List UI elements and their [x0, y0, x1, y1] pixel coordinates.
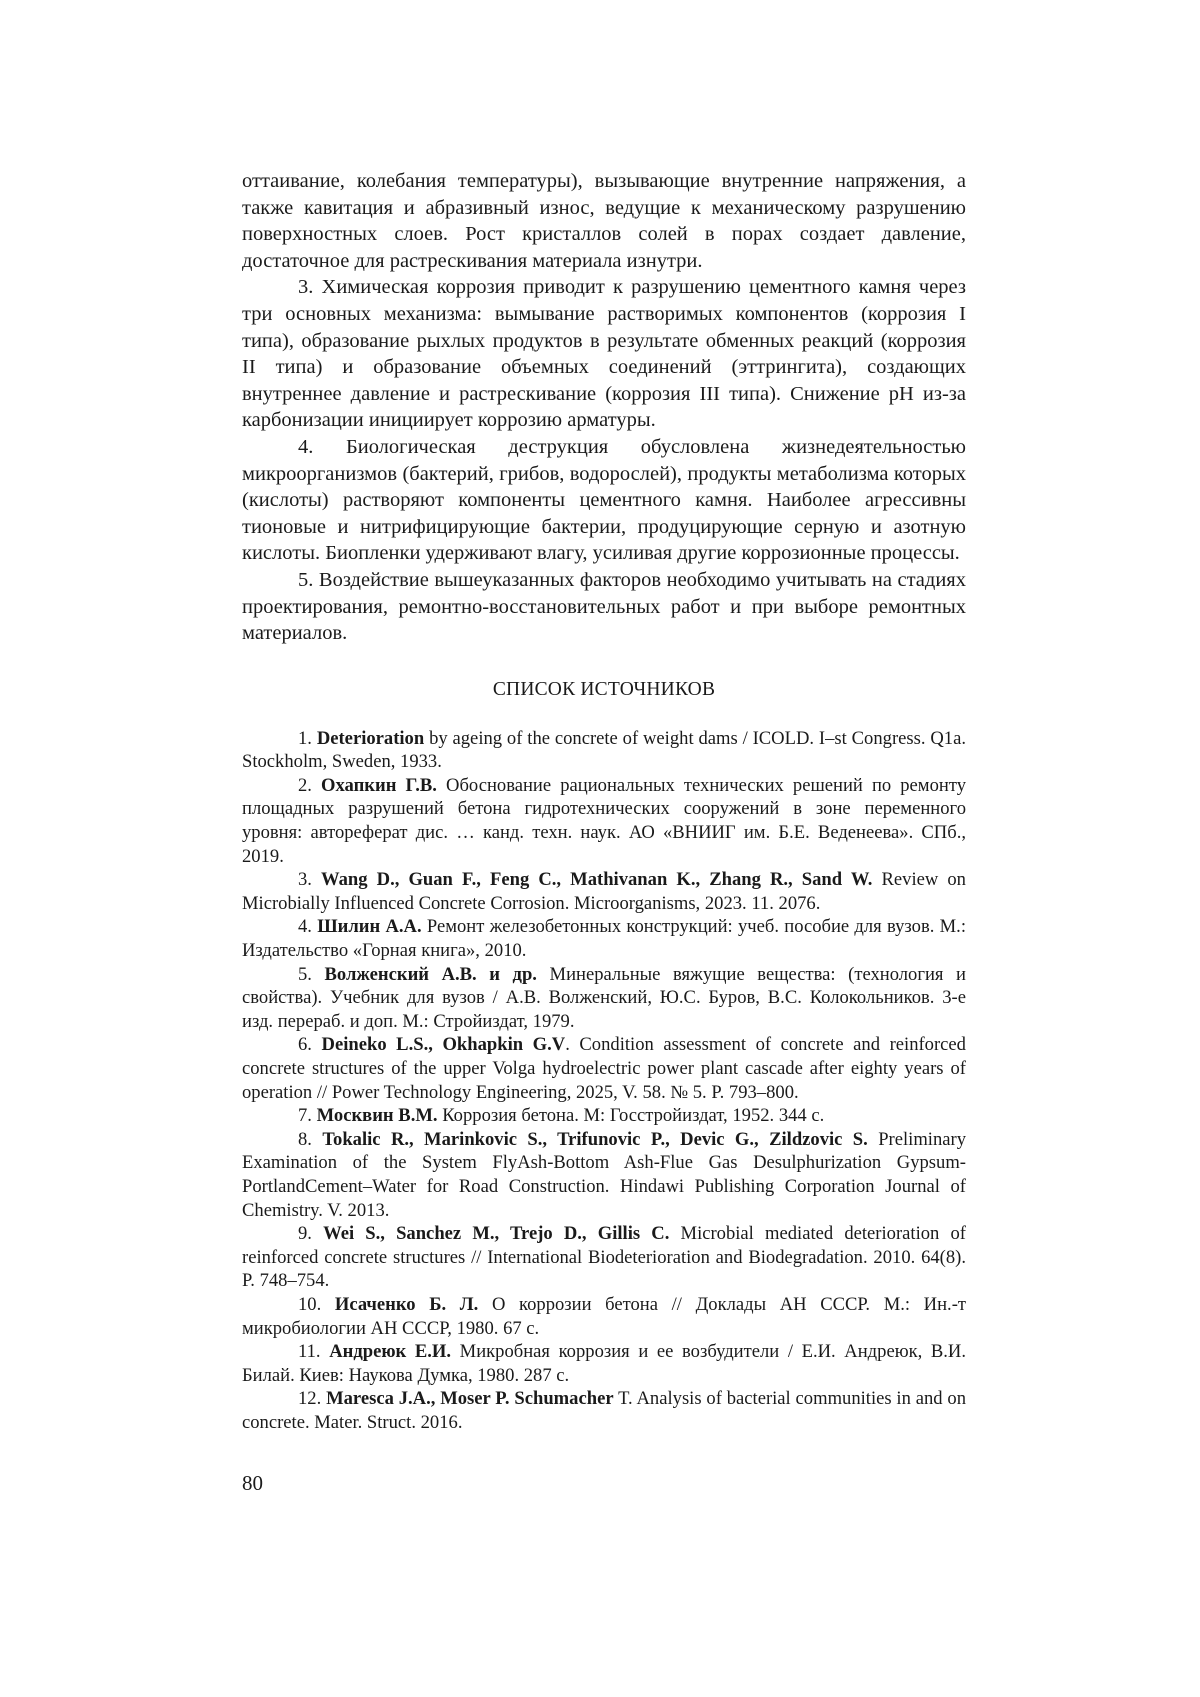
reference-authors: Охапкин Г.В.	[321, 774, 437, 796]
reference-item	[242, 1033, 966, 1104]
page-number: 80	[242, 1471, 263, 1495]
reference-item	[242, 774, 966, 868]
reference-details: Ремонт железобетонных конструкций: учеб. пособие для вузов. М.: Издательство «Горная книга», 2010.	[242, 916, 966, 962]
reference-number: 9.	[298, 1223, 312, 1245]
reference-item	[242, 1387, 966, 1434]
reference-item	[242, 1104, 966, 1128]
reference-number: 1.	[298, 727, 312, 749]
references-heading: СПИСОК ИСТОЧНИКОВ	[492, 678, 716, 700]
reference-item	[242, 915, 966, 962]
reference-details: Microbial mediated deterioration of reinforced concrete structures // International Biodeterioration and Biodegradation. 2010. 64(8). P. 748–754.	[242, 1223, 966, 1292]
reference-item	[242, 1128, 966, 1222]
reference-authors: Wang D., Guan F., Feng C., Mathivanan K., Zhang R., Sand W.	[321, 869, 873, 891]
reference-number: 11.	[298, 1341, 321, 1363]
body-text	[242, 168, 966, 647]
reference-details: Review on Microbially Influenced Concrete Corrosion. Microorganisms, 2023. 11. 2076.	[242, 869, 966, 914]
reference-authors: Deineko L.S., Okhapkin G.V	[321, 1034, 566, 1056]
reference-details: Микробная коррозия и ее возбудители / Е.И. Андреюк, В.И. Билай. Киев: Наукова Думка, 1980. 287 с.	[242, 1341, 967, 1386]
reference-authors: Deterioration	[316, 727, 425, 749]
reference-number: 4.	[298, 916, 312, 938]
reference-item	[242, 1222, 966, 1293]
reference-number: 5.	[298, 963, 312, 985]
reference-details: T. Analysis of bacterial communities in and on concrete. Mater. Struct. 2016.	[242, 1388, 966, 1433]
paragraph: 4. Биологическая деструкция обусловлена жизнедеятельностью микроорганизмов (бактерий, грибов, водорослей), продукты метаболизма которых (кислоты) растворяют компоненты цементного камня. Наиболее агрессивны тионовые и нитрифицирующие бактерии, продуцирующие серную и азотную кислоты. Биопленки удерживают влагу, усиливая другие коррозионные процессы.	[242, 435, 966, 565]
reference-item	[242, 1340, 966, 1387]
reference-number: 2.	[298, 774, 312, 796]
reference-authors: Maresca J.A., Moser P. Schumacher	[326, 1388, 614, 1410]
reference-details: О коррозии бетона // Доклады АН СССР. М.: Ин.-т микробиологии АН СССР, 1980. 67 с.	[242, 1293, 967, 1339]
text-column	[242, 168, 966, 1435]
reference-details: Коррозия бетона. М: Госстройиздат, 1952. 344 с.	[442, 1105, 825, 1127]
reference-details: . Condition assessment of concrete and reinforced concrete structures of the upper Volga hydroelectric power plant cascade after eighty years of operation // Power Technology Engineering, 2025, V. 58. № 5. P. 793–800.	[242, 1034, 966, 1103]
reference-details: Минеральные вяжущие вещества: (технология и свойства). Учебник для вузов / А.В. Волженский, Ю.С. Буров, В.С. Колокольников. 3-е изд. перераб. и доп. М.: Стройиздат, 1979.	[242, 963, 966, 1032]
paragraph: 3. Химическая коррозия приводит к разрушению цементного камня через три основных механизма: вымывание растворимых компонентов (коррозия I типа), образование рыхлых продуктов в результате обменных реакций (коррозия II типа) и образование объемных соединений (эттрингита), создающих внутреннее давление и растрескивание (коррозия III типа). Снижение pH из-за карбонизации инициирует коррозию арматуры.	[242, 276, 966, 432]
reference-authors: Шилин А.А.	[317, 916, 422, 938]
reference-number: 8.	[298, 1128, 312, 1150]
reference-number: 12.	[298, 1388, 322, 1410]
references-list	[242, 727, 966, 1435]
paragraph: оттаивание, колебания температуры), вызывающие внутренние напряжения, а также кавитация и абразивный износ, ведущие к механическому разрушению поверхностных слоев. Рост кристаллов солей в порах создает давление, достаточное для растрескивания материала изнутри.	[242, 170, 966, 272]
reference-item	[242, 963, 966, 1034]
reference-authors: Андреюк Е.И.	[329, 1341, 452, 1363]
reference-authors: Исаченко Б. Л.	[334, 1293, 479, 1315]
reference-authors: Москвин В.М.	[316, 1105, 438, 1127]
reference-item	[242, 868, 966, 915]
reference-authors: Wei S., Sanchez M., Trejo D., Gillis C.	[323, 1223, 670, 1245]
reference-number: 3.	[298, 869, 312, 891]
reference-authors: Волженский А.В. и др.	[324, 963, 537, 985]
reference-item	[242, 1293, 966, 1340]
paragraph: 5. Воздействие вышеуказанных факторов необходимо учитывать на стадиях проектирования, ремонтно-восстановительных работ и при выборе ремонтных материалов.	[242, 568, 966, 645]
reference-details: Preliminary Examination of the System FlyAsh-Bottom Ash-Flue Gas Desulphurization Gypsum-PortlandCement–Water for Road Construction. Hindawi Publishing Corporation Journal of Chemistry. V. 2013.	[242, 1128, 966, 1221]
reference-number: 10.	[298, 1293, 322, 1315]
reference-item	[242, 727, 966, 774]
reference-authors: Tokalic R., Marinkovic S., Trifunovic P., Devic G., Zildzovic S.	[322, 1128, 868, 1150]
reference-details: by ageing of the concrete of weight dams / ICOLD. I–st Congress. Q1a. Stockholm, Sweden, 1933.	[242, 727, 966, 773]
reference-number: 7.	[298, 1105, 312, 1127]
reference-details: Обоснование рациональных технических решений по ремонту площадных разрушений бетона гидротехнических сооружений в зоне переменного уровня: автореферат дис. … канд. техн. наук. АО «ВНИИГ им. Б.Е. Веденеева». СПб., 2019.	[242, 774, 967, 867]
reference-number: 6.	[298, 1034, 312, 1056]
